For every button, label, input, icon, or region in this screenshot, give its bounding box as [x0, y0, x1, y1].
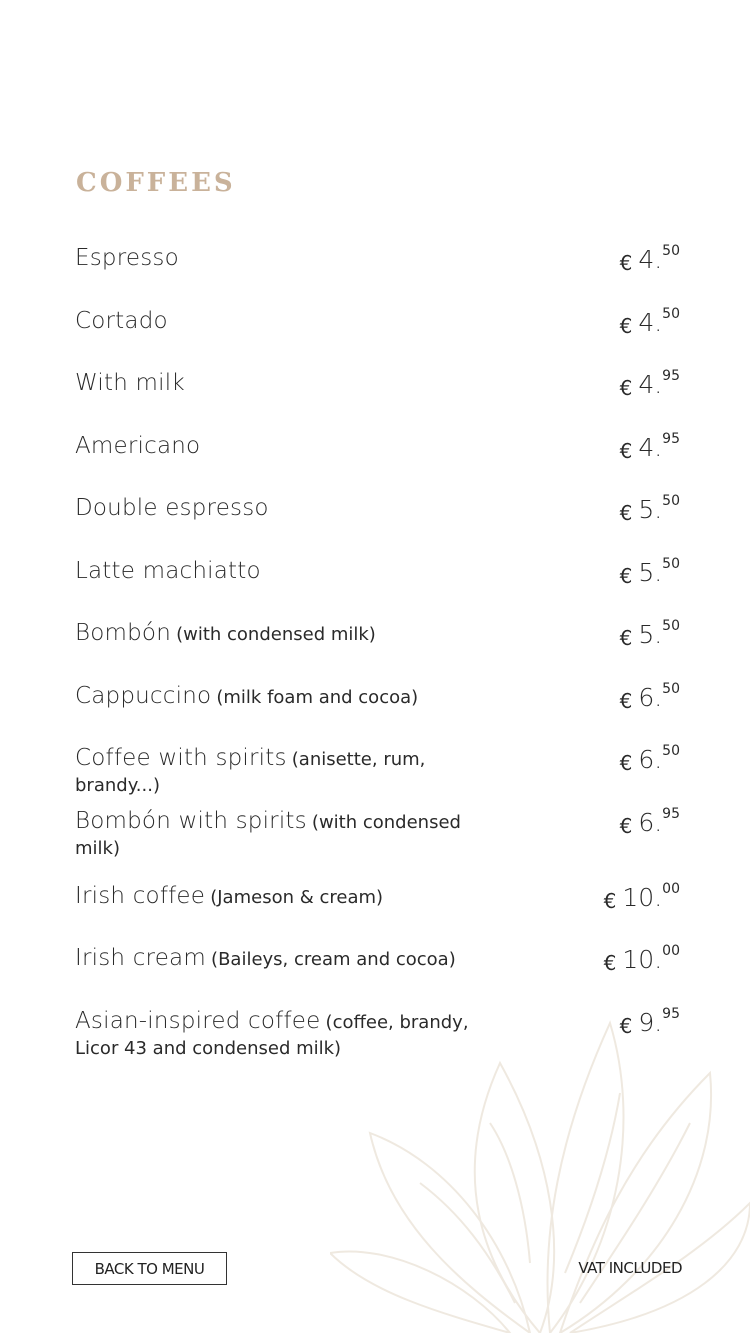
item-name: Asian-inspired coffee	[75, 1008, 321, 1034]
price-decimals: 50	[662, 243, 680, 259]
price-main: 10.	[622, 945, 663, 974]
section-title: COFFEES	[76, 168, 236, 198]
currency-symbol: €	[619, 751, 633, 775]
price-decimals: 50	[662, 556, 680, 572]
currency-symbol: €	[619, 626, 633, 650]
price-decimals: 95	[662, 431, 680, 447]
currency-symbol: €	[619, 501, 633, 525]
item-name: Cortado	[75, 308, 168, 334]
price-decimals: 95	[662, 806, 680, 822]
price-decimals: 95	[662, 368, 680, 384]
item-name: Americano	[75, 433, 201, 459]
item-note: (Jameson & cream)	[210, 887, 384, 908]
menu-item-latte-machiatto	[75, 558, 680, 588]
item-price	[620, 495, 680, 525]
price-main: 5.	[638, 558, 663, 587]
price-main: 4.	[638, 370, 663, 399]
item-price	[604, 883, 680, 913]
item-price	[620, 433, 680, 463]
menu-item-cortado	[75, 308, 680, 338]
item-price	[620, 808, 680, 838]
menu-item-coffee-with-spirits	[75, 745, 680, 799]
menu-item-cappuccino	[75, 683, 680, 713]
currency-symbol: €	[619, 314, 633, 338]
price-decimals: 50	[662, 681, 680, 697]
item-note: (with condensed milk)	[176, 624, 376, 645]
price-main: 4.	[638, 433, 663, 462]
currency-symbol: €	[619, 564, 633, 588]
item-name: Bombón	[75, 620, 171, 646]
item-name: Bombón with spirits	[75, 808, 307, 834]
item-name: Double espresso	[75, 495, 269, 521]
item-price	[620, 308, 680, 338]
item-note: (Baileys, cream and cocoa)	[211, 949, 456, 970]
price-main: 10.	[622, 883, 663, 912]
price-main: 5.	[638, 495, 663, 524]
item-price	[620, 370, 680, 400]
price-main: 6.	[638, 808, 663, 837]
item-name: Irish cream	[75, 945, 206, 971]
item-price	[620, 1008, 680, 1038]
price-decimals: 50	[662, 493, 680, 509]
vat-included-note: VAT INCLUDED	[578, 1259, 682, 1277]
menu-item-irish-coffee	[75, 883, 680, 913]
menu-item-with-milk	[75, 370, 680, 400]
item-price	[604, 945, 680, 975]
menu-item-double-espresso	[75, 495, 680, 525]
price-main: 4.	[638, 245, 663, 274]
item-price	[620, 245, 680, 275]
back-to-menu-button[interactable]: BACK TO MENU	[72, 1252, 227, 1285]
menu-item-asian-inspired-coffee	[75, 1008, 680, 1062]
item-name: Latte machiatto	[75, 558, 261, 584]
menu-item-bombon	[75, 620, 680, 650]
item-note: (coffee, brandy, Licor 43 and condensed milk)	[75, 1012, 469, 1059]
item-name: Cappuccino	[75, 683, 212, 709]
item-price	[620, 745, 680, 775]
menu-item-espresso	[75, 245, 680, 275]
menu-item-bombon-with-spirits	[75, 808, 680, 862]
currency-symbol: €	[603, 951, 617, 975]
item-price	[620, 558, 680, 588]
item-note: (with condensed milk)	[75, 812, 461, 859]
item-price	[620, 683, 680, 713]
price-main: 4.	[638, 308, 663, 337]
menu-item-irish-cream	[75, 945, 680, 975]
currency-symbol: €	[619, 1014, 633, 1038]
item-name: With milk	[75, 370, 185, 396]
price-decimals: 00	[662, 943, 680, 959]
menu-item-americano	[75, 433, 680, 463]
price-main: 5.	[638, 620, 663, 649]
currency-symbol: €	[619, 689, 633, 713]
price-main: 6.	[638, 745, 663, 774]
price-main: 6.	[638, 683, 663, 712]
item-name: Coffee with spirits	[75, 745, 287, 771]
currency-symbol: €	[603, 889, 617, 913]
price-decimals: 00	[662, 881, 680, 897]
price-decimals: 50	[662, 743, 680, 759]
item-name: Irish coffee	[75, 883, 206, 909]
item-note: (anisette, rum, brandy...)	[75, 749, 426, 796]
item-note: (milk foam and cocoa)	[216, 687, 419, 708]
price-main: 9.	[638, 1008, 663, 1037]
currency-symbol: €	[619, 439, 633, 463]
currency-symbol: €	[619, 251, 633, 275]
item-name: Espresso	[75, 245, 179, 271]
currency-symbol: €	[619, 376, 633, 400]
price-decimals: 50	[662, 306, 680, 322]
price-decimals: 50	[662, 618, 680, 634]
currency-symbol: €	[619, 814, 633, 838]
price-decimals: 95	[662, 1006, 680, 1022]
item-price	[620, 620, 680, 650]
